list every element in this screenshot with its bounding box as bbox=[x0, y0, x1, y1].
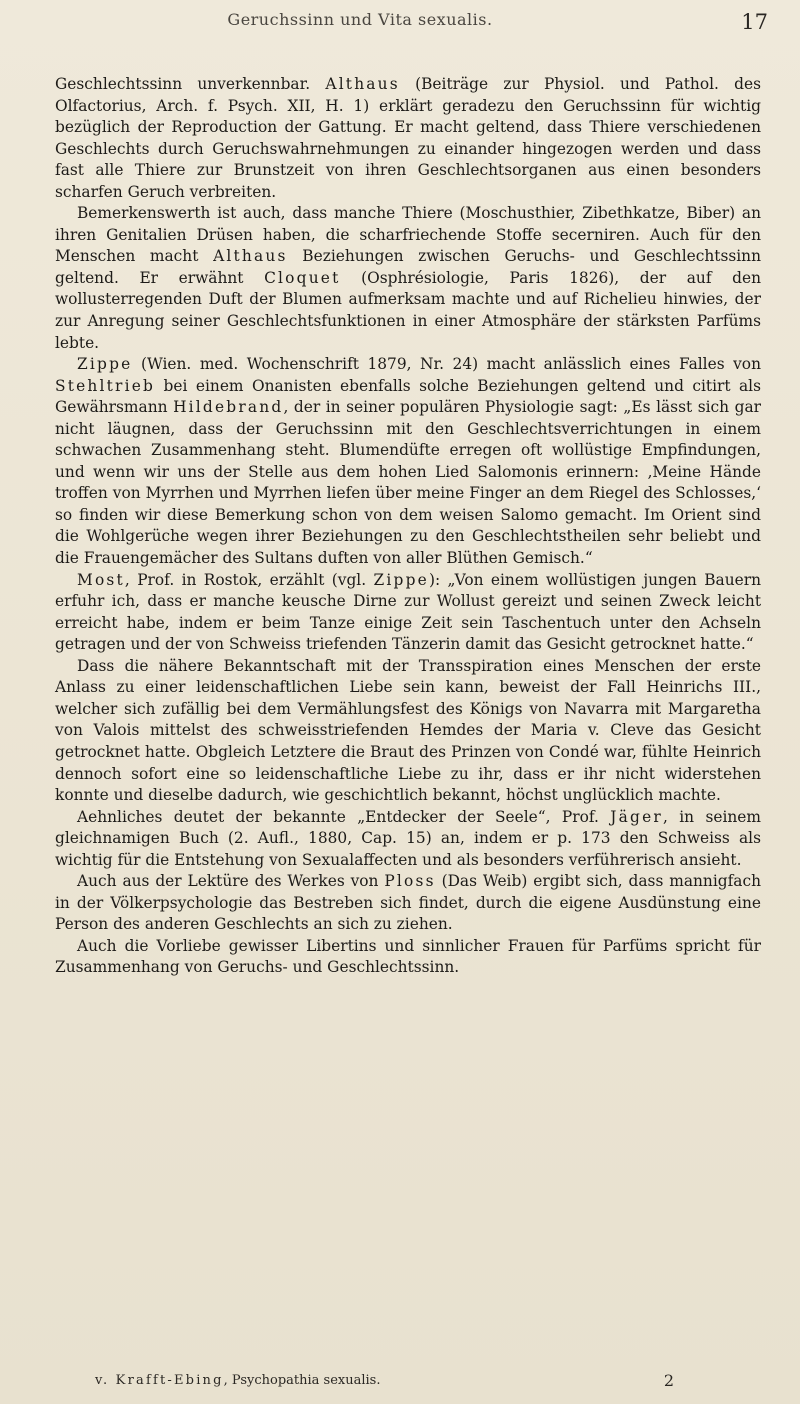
signature-mark: 2 bbox=[663, 1371, 674, 1390]
page-header bbox=[40, 8, 770, 38]
spaced-name: Ploss bbox=[384, 872, 436, 891]
spaced-name: Zippe bbox=[373, 570, 429, 589]
paragraph-text: , in seinem gleichnamigen Buch (2. Aufl., 1880, Cap. 15) an, indem er p. 173 den Schweiss als wichtig für die Entstehung von Sexualaffecten und als besonders verführerisch ansieht. bbox=[55, 807, 761, 869]
paragraph-text: ): „Von einem wollüstigen jungen Bauern erfuhr ich, dass er manche keusche Dirne zur Wollust gereizt und seinen Zweck leicht erreicht habe, indem er beim Tanze einige Zeit sein Taschentuch unter den Achseln getragen und der von Schweiss triefenden Tänzerin damit das Gesicht getrocknet hatte.“ bbox=[55, 570, 761, 654]
spaced-name: Hildebrand bbox=[173, 398, 284, 417]
paragraph-text: , der in seiner populären Physiologie sagt: „Es lässt sich gar nicht läugnen, dass der Geruchssinn mit den Geschlechtsverrichtungen in einem schwachen Zusammenhang steht. Blumendüfte erregen oft wollüstige Empfindungen, und wenn wir uns der Stelle aus dem hohen Lied Salomonis erinnern: ‚Meine Hände troffen von Myrrhen und Myrrhen liefen über meine Finger an dem Riegel des Schlosses,‘ so finden wir diese Bemerkung schon von dem weisen Salomo gemacht. Im Orient sind die Wohlgerüche wegen ihrer Beziehungen zu den Geschlechtstheilen sehr beliebt und die Frauengemächer des Sultans duften von aller Blüthen Gemisch.“ bbox=[55, 398, 761, 568]
spaced-name: Most bbox=[77, 570, 125, 589]
paragraph-text: (Beiträge zur Physiol. und Pathol. des Olfactorius, Arch. f. Psych. XII, H. 1) erklärt geradezu den Geruchssinn für wichtig bezüglich der Reproduction der Gattung. Er macht geltend, dass Thiere verschiedenen Geschlechts durch Geruchswahrnehmungen zu einander hingezogen werden und dass fast alle Thiere zur Brunstzeit von ihren Geschlechtsorganen aus einen besonders scharfen Geruch verbreiten. bbox=[55, 75, 761, 201]
paragraph bbox=[55, 74, 761, 203]
paragraph-text: Auch die Vorliebe gewisser Libertins und sinnlicher Frauen für Parfüms spricht für Zusammenhang von Geruchs- und Geschlechtssinn. bbox=[55, 936, 761, 977]
spaced-name: Zippe bbox=[77, 355, 133, 374]
page-footer bbox=[95, 1373, 770, 1395]
paragraph-text: Geschlechtssinn unverkennbar. bbox=[55, 75, 326, 93]
paragraph bbox=[55, 570, 761, 656]
footer-title: , Psychopathia sexualis. bbox=[223, 1373, 381, 1388]
paragraph-text: (Osphrésiologie, Paris 1826), der auf den wollusterregenden Duft der Blumen aufmerksam machte und auf Richelieu hinwies, der zur Anregung seiner Geschlechtsfunktionen in einer Atmosphäre der stärksten Parfüms lebte. bbox=[55, 268, 761, 352]
paragraph bbox=[55, 203, 761, 354]
paragraph-text: Dass die nähere Bekanntschaft mit der Transspiration eines Menschen der erste Anlass zu einer leidenschaftlichen Liebe sein kann, beweist der Fall Heinrichs III., welcher sich zufällig bei dem Vermählungsfest des Königs von Navarra mit Margaretha von Valois mittelst des schweisstriefenden Hemdes der Maria v. Cleve das Gesicht getrocknet hatte. Obgleich Letztere die Braut des Prinzen von Condé war, fühlte Heinrich dennoch sofort eine so leidenschaftliche Liebe zu ihr, dass er ihr nicht widerstehen konnte und dieselbe dadurch, wie geschichtlich bekannt, höchst unglücklich machte. bbox=[55, 656, 761, 805]
paragraph-text: Beziehungen zwischen Geruchs- und Geschlechtssinn geltend. Er erwähnt bbox=[55, 247, 761, 287]
paragraph-text: , Prof. in Rostok, erzählt (vgl. bbox=[124, 570, 374, 589]
spaced-name: Althaus bbox=[325, 75, 400, 93]
paragraph-text: (Wien. med. Wochenschrift 1879, Nr. 24) macht anlässlich eines Falles von bbox=[132, 355, 761, 374]
footer-note bbox=[95, 1373, 380, 1388]
paragraph bbox=[55, 807, 761, 872]
paragraph bbox=[55, 936, 761, 979]
paragraph-text: Auch aus der Lektüre des Werkes von bbox=[77, 872, 385, 891]
paragraph-text: (Das Weib) ergibt sich, dass mannigfach in der Völkerpsychologie das Bestreben sich findet, durch die eigene Ausdünstung eine Person des anderen Geschlechts an sich zu ziehen. bbox=[55, 872, 761, 934]
paragraph bbox=[55, 871, 761, 936]
running-title: Geruchssinn und Vita sexualis. bbox=[227, 10, 493, 29]
body-text bbox=[55, 74, 761, 979]
paragraph-text: bei einem Onanisten ebenfalls solche Beziehungen geltend und citirt als Gewährsmann bbox=[55, 376, 761, 417]
spaced-name: Jäger bbox=[610, 807, 663, 826]
paragraph bbox=[55, 354, 761, 569]
spaced-name: Stehltrieb bbox=[55, 376, 156, 395]
paragraph-text: Bemerkenswerth ist auch, dass manche Thiere (Moschusthier, Zibethkatze, Biber) an ihren Genitalien Drüsen haben, die scharfriechende Stoffe secerniren. Auch für den Menschen macht bbox=[55, 204, 761, 266]
spaced-name: Cloquet bbox=[264, 268, 341, 287]
paragraph bbox=[55, 656, 761, 807]
spaced-name: Althaus bbox=[213, 247, 288, 266]
footer-author: v. Krafft-Ebing bbox=[95, 1373, 224, 1388]
page-number: 17 bbox=[741, 10, 768, 34]
paragraph-text: Aehnliches deutet der bekannte „Entdecker der Seele“, Prof. bbox=[77, 807, 611, 826]
